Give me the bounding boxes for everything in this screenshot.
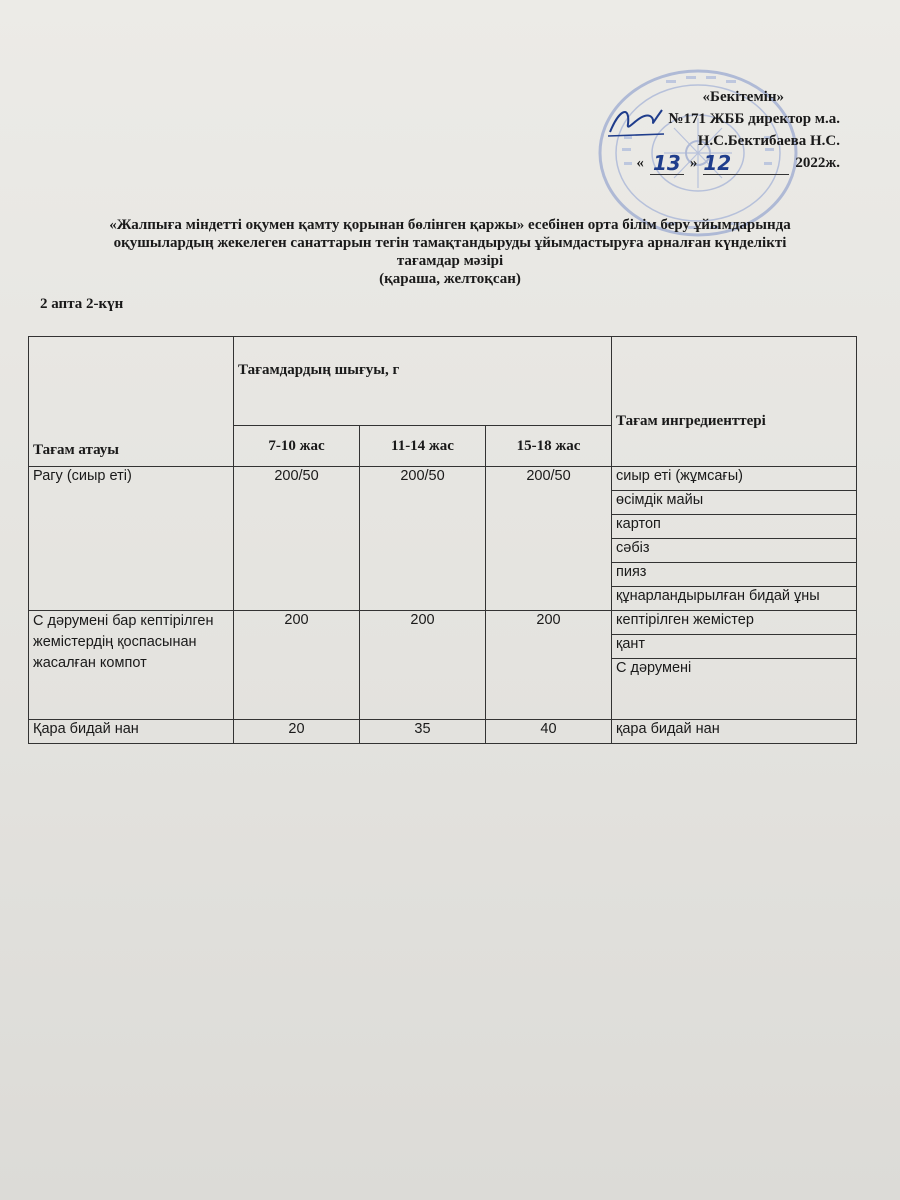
document-title bbox=[20, 216, 880, 288]
yield-age-11-14: 200 bbox=[360, 611, 486, 720]
dish-name: Рагу (сиыр еті) bbox=[29, 467, 234, 611]
title-line-4: (қараша, желтоқсан) bbox=[379, 271, 521, 287]
yield-age-15-18: 200/50 bbox=[486, 467, 612, 611]
approval-date bbox=[600, 152, 840, 175]
yield-age-11-14: 200/50 bbox=[360, 467, 486, 611]
approval-heading: «Бекітемін» bbox=[702, 89, 784, 105]
ingredient: құнарландырылған бидай ұны bbox=[612, 587, 857, 611]
approval-block bbox=[600, 86, 840, 175]
date-day: 13 bbox=[650, 152, 684, 175]
dish-name: С дәрумені бар кептірілген жемістердің қоспасынан жасалған компот bbox=[29, 611, 234, 720]
dish-name: Қара бидай нан bbox=[29, 720, 234, 744]
yield-age-7-10: 200 bbox=[234, 611, 360, 720]
week-day-label: 2 апта 2-күн bbox=[40, 296, 124, 312]
yield-age-15-18: 40 bbox=[486, 720, 612, 744]
header-dish-name: Тағам атауы bbox=[29, 337, 234, 467]
yield-age-11-14: 35 bbox=[360, 720, 486, 744]
ingredient: пияз bbox=[612, 563, 857, 587]
header-age-11-14: 11-14 жас bbox=[360, 426, 486, 467]
menu-table bbox=[28, 336, 857, 744]
table-row bbox=[29, 720, 857, 744]
ingredient: сиыр еті (жұмсағы) bbox=[612, 467, 857, 491]
ingredient: кептірілген жемістер bbox=[612, 611, 857, 635]
table-row bbox=[29, 611, 857, 635]
yield-age-7-10: 20 bbox=[234, 720, 360, 744]
yield-age-7-10: 200/50 bbox=[234, 467, 360, 611]
header-ingredients: Тағам ингредиенттері bbox=[612, 337, 857, 467]
approval-position: №171 ЖББ директор м.а. bbox=[668, 111, 840, 127]
date-month: 12 bbox=[703, 152, 789, 175]
header-row-1 bbox=[29, 337, 857, 426]
title-line-3: тағамдар мәзірі bbox=[396, 253, 504, 269]
date-year: 2022ж. bbox=[795, 155, 840, 171]
table-row bbox=[29, 467, 857, 491]
ingredient: қант bbox=[612, 635, 857, 659]
header-yield: Тағамдардың шығуы, г bbox=[234, 337, 612, 426]
ingredient: картоп bbox=[612, 515, 857, 539]
approval-director-name: Н.С.Бектибаева Н.С. bbox=[697, 133, 840, 149]
title-line-1: «Жалпыға міндетті оқумен қамту қорынан бөлінген қаржы» есебінен орта білім беру ұйымдарында bbox=[109, 217, 791, 233]
ingredient: өсімдік майы bbox=[612, 491, 857, 515]
ingredient: қара бидай нан bbox=[612, 720, 857, 744]
yield-age-15-18: 200 bbox=[486, 611, 612, 720]
ingredient: сәбіз bbox=[612, 539, 857, 563]
header-age-15-18: 15-18 жас bbox=[486, 426, 612, 467]
ingredient: С дәрумені bbox=[612, 659, 857, 720]
date-open-quote: « bbox=[636, 155, 644, 171]
date-close-quote: » bbox=[689, 155, 698, 171]
header-age-7-10: 7-10 жас bbox=[234, 426, 360, 467]
title-line-2: оқушылардың жекелеген санаттарын тегін тамақтандыруды ұйымдастыруға арналған күнделікті bbox=[113, 235, 787, 251]
